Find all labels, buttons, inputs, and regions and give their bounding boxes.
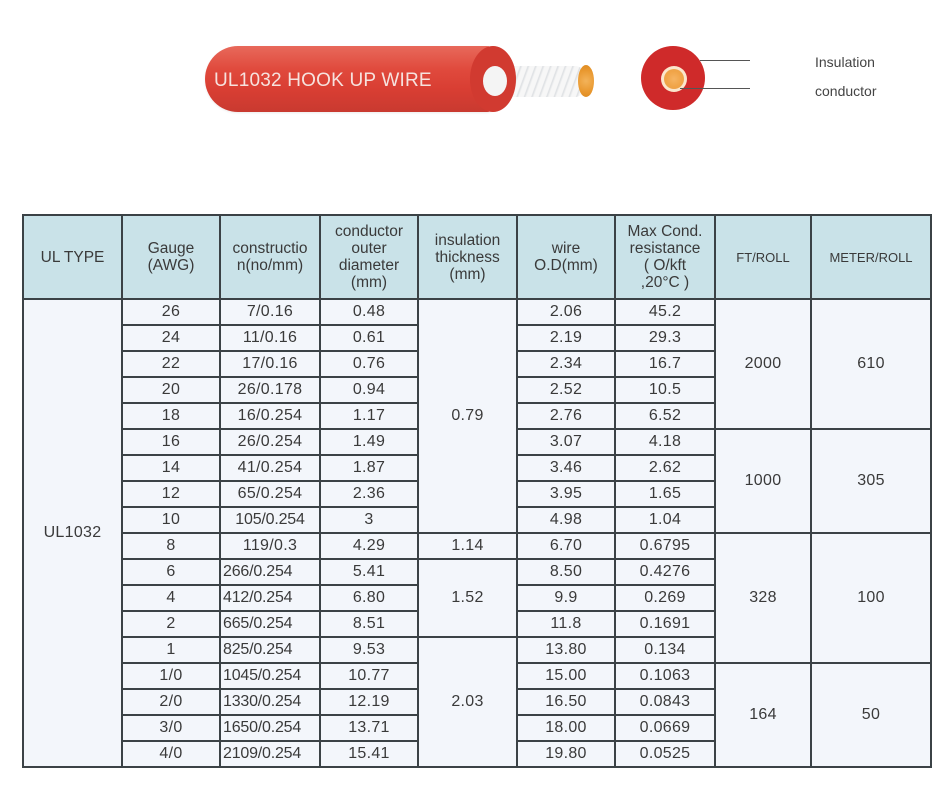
wire-od-cell: 2.34 <box>517 351 615 377</box>
resistance-cell: 29.3 <box>615 325 715 351</box>
header-gauge: Gauge (AWG) <box>122 215 220 299</box>
conductor-leader-line <box>680 88 750 89</box>
wire-od-cell: 16.50 <box>517 689 615 715</box>
wire-od-cell: 2.06 <box>517 299 615 325</box>
conductor-tip-graphic <box>578 65 594 97</box>
gauge-cell: 8 <box>122 533 220 559</box>
header-construction: constructio n(no/mm) <box>220 215 320 299</box>
wire-od-cell: 9.9 <box>517 585 615 611</box>
gauge-cell: 1 <box>122 637 220 663</box>
resistance-cell: 6.52 <box>615 403 715 429</box>
conductor-od-cell: 0.61 <box>320 325 418 351</box>
conductor-od-cell: 2.36 <box>320 481 418 507</box>
conductor-od-cell: 15.41 <box>320 741 418 767</box>
resistance-cell: 16.7 <box>615 351 715 377</box>
construction-cell: 26/0.178 <box>220 377 320 403</box>
wire-od-cell: 13.80 <box>517 637 615 663</box>
gauge-cell: 14 <box>122 455 220 481</box>
gauge-cell: 24 <box>122 325 220 351</box>
conductor-od-cell: 0.94 <box>320 377 418 403</box>
construction-cell: 1045/0.254 <box>220 663 320 689</box>
wire-od-cell: 8.50 <box>517 559 615 585</box>
construction-cell: 65/0.254 <box>220 481 320 507</box>
conductor-od-cell: 10.77 <box>320 663 418 689</box>
legend-conductor: conductor <box>815 83 877 99</box>
header-wire-od: wire O.D(mm) <box>517 215 615 299</box>
conductor-od-cell: 13.71 <box>320 715 418 741</box>
ul-type-cell: UL1032 <box>23 299 122 767</box>
conductor-od-cell: 9.53 <box>320 637 418 663</box>
gauge-cell: 6 <box>122 559 220 585</box>
gauge-cell: 26 <box>122 299 220 325</box>
construction-cell: 7/0.16 <box>220 299 320 325</box>
construction-cell: 119/0.3 <box>220 533 320 559</box>
table-row <box>23 533 931 559</box>
ft-roll-cell: 2000 <box>715 299 811 429</box>
conductor-od-cell: 4.29 <box>320 533 418 559</box>
conductor-od-cell: 6.80 <box>320 585 418 611</box>
header-row <box>23 215 931 299</box>
wire-label: UL1032 HOOK UP WIRE <box>214 70 432 91</box>
construction-cell: 26/0.254 <box>220 429 320 455</box>
wire-od-cell: 3.07 <box>517 429 615 455</box>
ft-roll-cell: 164 <box>715 663 811 767</box>
construction-cell: 41/0.254 <box>220 455 320 481</box>
conductor-od-cell: 0.48 <box>320 299 418 325</box>
meter-roll-cell: 305 <box>811 429 931 533</box>
header-conductor-od: conductor outer diameter (mm) <box>320 215 418 299</box>
wire-od-cell: 2.76 <box>517 403 615 429</box>
table-row <box>23 299 931 325</box>
meter-roll-cell: 610 <box>811 299 931 429</box>
gauge-cell: 3/0 <box>122 715 220 741</box>
resistance-cell: 0.1691 <box>615 611 715 637</box>
conductor-od-cell: 8.51 <box>320 611 418 637</box>
wire-od-cell: 2.52 <box>517 377 615 403</box>
insulation-cell: 1.14 <box>418 533 517 559</box>
conductor-od-cell: 1.49 <box>320 429 418 455</box>
construction-cell: 1330/0.254 <box>220 689 320 715</box>
header-resistance: Max Cond. resistance ( O/kft ,20°C ) <box>615 215 715 299</box>
insulation-cell: 1.52 <box>418 559 517 637</box>
construction-cell: 2109/0.254 <box>220 741 320 767</box>
construction-cell: 412/0.254 <box>220 585 320 611</box>
product-illustration <box>0 0 950 200</box>
wire-od-cell: 2.19 <box>517 325 615 351</box>
resistance-cell: 0.269 <box>615 585 715 611</box>
resistance-cell: 4.18 <box>615 429 715 455</box>
ft-roll-cell: 1000 <box>715 429 811 533</box>
header-meter-roll: METER/ROLL <box>811 215 931 299</box>
resistance-cell: 0.4276 <box>615 559 715 585</box>
conductor-od-cell: 3 <box>320 507 418 533</box>
construction-cell: 17/0.16 <box>220 351 320 377</box>
resistance-cell: 1.04 <box>615 507 715 533</box>
conductor-od-cell: 0.76 <box>320 351 418 377</box>
conductor-od-cell: 1.17 <box>320 403 418 429</box>
construction-cell: 16/0.254 <box>220 403 320 429</box>
gauge-cell: 2 <box>122 611 220 637</box>
meter-roll-cell: 50 <box>811 663 931 767</box>
construction-cell: 825/0.254 <box>220 637 320 663</box>
wire-od-cell: 3.46 <box>517 455 615 481</box>
insulation-leader-line <box>700 60 750 61</box>
conductor-od-cell: 12.19 <box>320 689 418 715</box>
construction-cell: 266/0.254 <box>220 559 320 585</box>
gauge-cell: 10 <box>122 507 220 533</box>
insulation-cell: 0.79 <box>418 299 517 533</box>
conductor-od-cell: 5.41 <box>320 559 418 585</box>
wire-od-cell: 15.00 <box>517 663 615 689</box>
resistance-cell: 1.65 <box>615 481 715 507</box>
construction-cell: 1650/0.254 <box>220 715 320 741</box>
wire-od-cell: 11.8 <box>517 611 615 637</box>
construction-cell: 665/0.254 <box>220 611 320 637</box>
wire-od-cell: 4.98 <box>517 507 615 533</box>
resistance-cell: 0.134 <box>615 637 715 663</box>
gauge-cell: 18 <box>122 403 220 429</box>
gauge-cell: 4/0 <box>122 741 220 767</box>
legend-insulation: Insulation <box>815 54 875 70</box>
gauge-cell: 12 <box>122 481 220 507</box>
wire-od-cell: 3.95 <box>517 481 615 507</box>
resistance-cell: 10.5 <box>615 377 715 403</box>
gauge-cell: 2/0 <box>122 689 220 715</box>
gauge-cell: 1/0 <box>122 663 220 689</box>
header-ul-type: UL TYPE <box>23 215 122 299</box>
gauge-cell: 16 <box>122 429 220 455</box>
gauge-cell: 22 <box>122 351 220 377</box>
wire-od-cell: 6.70 <box>517 533 615 559</box>
resistance-cell: 0.1063 <box>615 663 715 689</box>
gauge-cell: 4 <box>122 585 220 611</box>
cross-section-conductor-icon <box>664 69 684 89</box>
resistance-cell: 0.0843 <box>615 689 715 715</box>
resistance-cell: 0.0669 <box>615 715 715 741</box>
header-ft-roll: FT/ROLL <box>715 215 811 299</box>
construction-cell: 105/0.254 <box>220 507 320 533</box>
resistance-cell: 0.0525 <box>615 741 715 767</box>
wire-end-inner-graphic <box>483 66 507 96</box>
resistance-cell: 45.2 <box>615 299 715 325</box>
construction-cell: 11/0.16 <box>220 325 320 351</box>
conductor-od-cell: 1.87 <box>320 455 418 481</box>
ft-roll-cell: 328 <box>715 533 811 663</box>
resistance-cell: 2.62 <box>615 455 715 481</box>
wire-od-cell: 18.00 <box>517 715 615 741</box>
resistance-cell: 0.6795 <box>615 533 715 559</box>
meter-roll-cell: 100 <box>811 533 931 663</box>
insulation-cell: 2.03 <box>418 637 517 767</box>
header-insulation-thickness: insulation thickness (mm) <box>418 215 517 299</box>
wire-od-cell: 19.80 <box>517 741 615 767</box>
gauge-cell: 20 <box>122 377 220 403</box>
spec-table <box>22 214 932 768</box>
